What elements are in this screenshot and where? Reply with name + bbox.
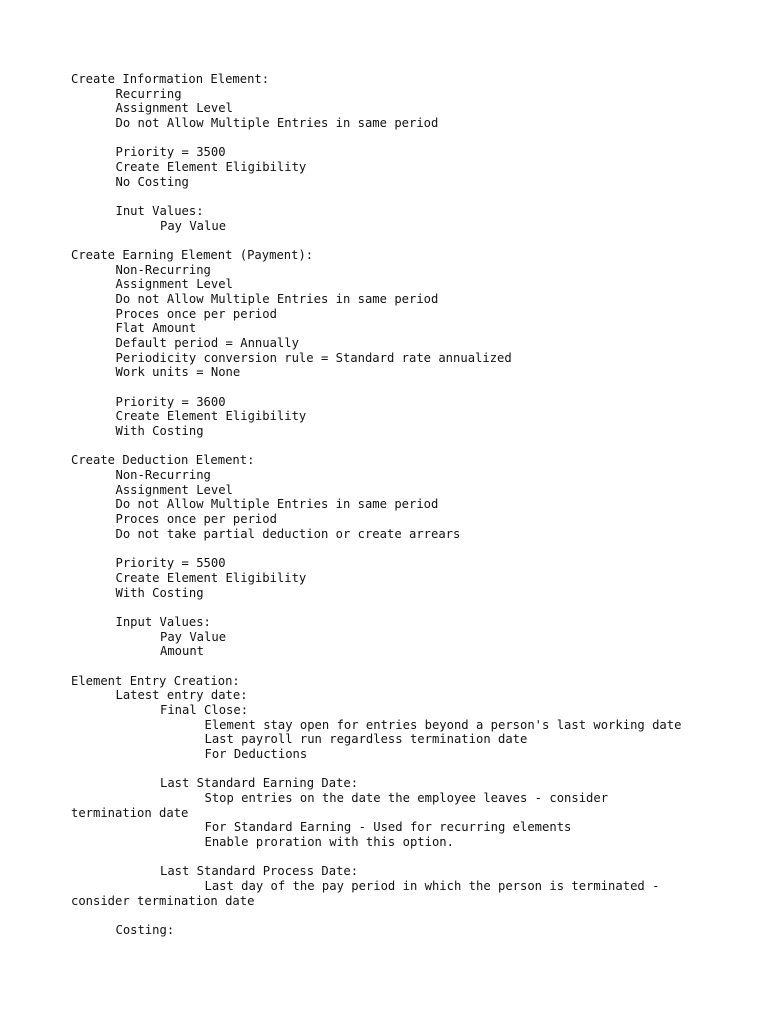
text-line: Non-Recurring <box>115 468 211 483</box>
document-body <box>71 72 731 938</box>
text-line: Do not Allow Multiple Entries in same period <box>115 497 439 512</box>
section-heading-line: Create Information Element: <box>71 72 270 86</box>
text-line: Recurring <box>115 86 182 101</box>
text-line: Do not take partial deduction or create arrears <box>115 526 461 541</box>
section-heading-line: Element Entry Creation: <box>71 673 240 688</box>
blank-line <box>71 439 731 454</box>
text-line: Pay Value <box>160 629 227 644</box>
text-line: With Costing <box>115 424 204 439</box>
text-line: Enable proration with this option. <box>204 834 454 849</box>
blank-line <box>71 380 731 395</box>
section-heading-line: Create Earning Element (Payment): <box>71 248 314 263</box>
text-line: Input Values: <box>115 614 211 629</box>
text-line: Amount <box>160 644 205 659</box>
section-heading-line: termination date <box>71 805 189 820</box>
section-heading-line: consider termination date <box>71 893 255 908</box>
text-line: Stop entries on the date the employee leaves - consider <box>204 790 609 805</box>
section-heading-line: Create Deduction Element: <box>71 453 255 468</box>
blank-line <box>71 600 731 615</box>
text-line: Do not Allow Multiple Entries in same period <box>115 116 439 131</box>
text-line: Pay Value <box>160 218 227 233</box>
text-line: Last payroll run regardless termination date <box>204 732 528 747</box>
text-line: Flat Amount <box>115 321 197 336</box>
text-line: Last Standard Earning Date: <box>160 776 359 791</box>
text-line: Proces once per period <box>115 512 277 527</box>
text-line: Final Close: <box>160 702 249 717</box>
text-line: Proces once per period <box>115 306 277 321</box>
text-line: Priority = 5500 <box>115 556 226 571</box>
text-line: Assignment Level <box>115 482 233 497</box>
text-line: Priority = 3600 <box>115 394 226 409</box>
text-line: Last day of the pay period in which the person is terminated - <box>204 878 660 893</box>
blank-line <box>71 233 731 248</box>
text-line: With Costing <box>115 585 204 600</box>
text-line: Periodicity conversion rule = Standard rate annualized <box>115 350 512 365</box>
text-line: Work units = None <box>115 365 241 380</box>
text-line: No Costing <box>115 174 189 189</box>
text-line: Element stay open for entries beyond a person's last working date <box>204 717 682 732</box>
text-line: Non-Recurring <box>115 262 211 277</box>
text-line: Latest entry date: <box>115 688 248 703</box>
text-line: For Standard Earning - Used for recurring elements <box>204 820 572 835</box>
blank-line <box>71 659 731 674</box>
text-line: Last Standard Process Date: <box>160 864 359 879</box>
blank-line <box>71 908 731 923</box>
text-line: Do not Allow Multiple Entries in same period <box>115 292 439 307</box>
text-line: For Deductions <box>204 746 308 761</box>
text-line: Inut Values: <box>115 204 204 219</box>
text-line: Costing: <box>115 922 175 937</box>
blank-line <box>71 189 731 204</box>
text-line: Priority = 3500 <box>115 145 226 160</box>
text-line: Default period = Annually <box>115 336 299 351</box>
text-line: Assignment Level <box>115 277 233 292</box>
blank-line <box>71 762 731 777</box>
text-line: Create Element Eligibility <box>115 570 307 585</box>
blank-line <box>71 850 731 865</box>
text-line: Create Element Eligibility <box>115 160 307 175</box>
blank-line <box>71 542 731 557</box>
text-line: Assignment Level <box>115 101 233 116</box>
text-line: Create Element Eligibility <box>115 409 307 424</box>
blank-line <box>71 131 731 146</box>
